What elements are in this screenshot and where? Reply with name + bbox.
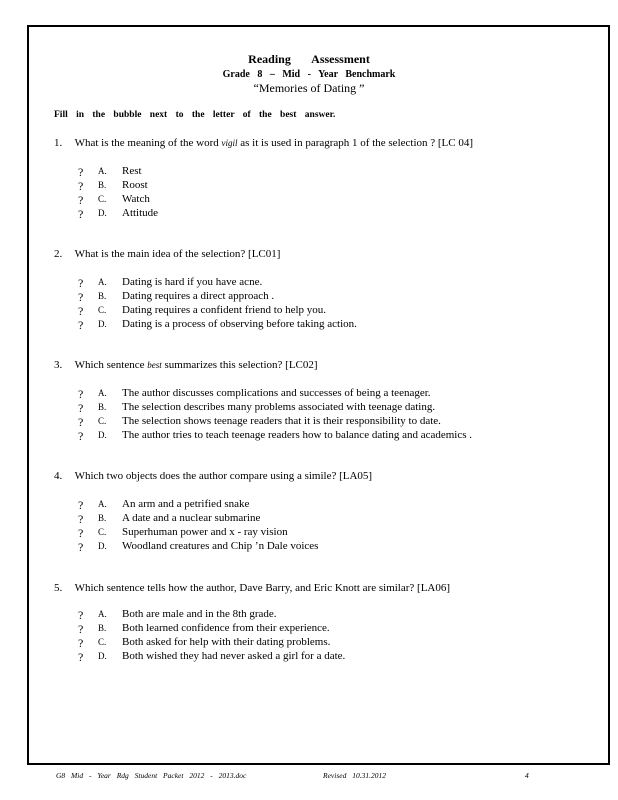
footer-page-number: 4 [525,771,529,780]
option-letter: A. [98,499,107,509]
option-letter: D. [98,208,107,218]
option-text: A date and a nuclear submarine [122,512,261,524]
question-emphasis: best [147,360,162,370]
option-letter: D. [98,651,107,661]
answer-bubble-icon[interactable]: ? [78,429,84,443]
option-letter: B. [98,180,107,190]
option-letter: B. [98,623,107,633]
option-text: The author discusses complications and successes of being a teenager. [122,387,431,399]
option-text: Rest [122,165,142,177]
option-text: Woodland creatures and Chip ’n Dale voices [122,540,319,552]
option-letter: D. [98,430,107,440]
option-letter: A. [98,388,107,398]
answer-bubble-icon[interactable]: ? [78,179,84,193]
answer-bubble-icon[interactable]: ? [78,193,84,207]
answer-bubble-icon[interactable]: ? [78,276,84,290]
answer-bubble-icon[interactable]: ? [78,401,84,415]
answer-bubble-icon[interactable]: ? [78,540,84,554]
footer-revised: Revised 10.31.2012 [323,771,386,780]
option-letter: A. [98,277,107,287]
option-text: Both learned confidence from their experience. [122,622,330,634]
question-text-end: as it is used in paragraph 1 of the selection ? [LC 04] [237,137,474,149]
question-1 [54,137,473,149]
question-number: 5. [54,582,63,594]
answer-bubble-icon[interactable]: ? [78,526,84,540]
option-letter: A. [98,166,107,176]
option-text: An arm and a petrified snake [122,498,250,510]
answer-bubble-icon[interactable]: ? [78,165,84,179]
question-number: 1. [54,137,63,149]
option-letter: B. [98,513,107,523]
option-letter: B. [98,402,107,412]
question-number: 4. [54,470,63,482]
question-5 [54,582,450,594]
question-3 [54,359,318,371]
option-letter: D. [98,319,107,329]
option-text: Attitude [122,207,159,219]
question-text-end: summarizes this selection? [LC02] [161,359,318,371]
instructions: Fill in the bubble next to the letter of the best answer. [54,110,336,120]
answer-bubble-icon[interactable]: ? [78,636,84,650]
answer-bubble-icon[interactable]: ? [78,207,84,221]
question-text: Which sentence [74,359,148,371]
question-emphasis: vigil [221,138,238,148]
question-4 [54,470,372,482]
option-text: Dating requires a direct approach . [122,290,275,302]
answer-bubble-icon[interactable]: ? [78,290,84,304]
option-text: Dating is hard if you have acne. [122,276,263,288]
option-text: Dating is a process of observing before taking action. [122,318,357,330]
option-text: Dating requires a confident friend to help you. [122,304,327,316]
option-letter: C. [98,194,107,204]
option-letter: B. [98,291,107,301]
answer-bubble-icon[interactable]: ? [78,622,84,636]
question-number: 3. [54,359,63,371]
question-text: What is the main idea of the selection? [LC01] [74,248,281,260]
answer-bubble-icon[interactable]: ? [78,387,84,401]
option-text: Roost [122,179,148,191]
option-text: Both are male and in the 8th grade. [122,608,277,620]
option-letter: C. [98,305,107,315]
answer-bubble-icon[interactable]: ? [78,608,84,622]
option-letter: C. [98,637,107,647]
answer-bubble-icon[interactable]: ? [78,318,84,332]
answer-bubble-icon[interactable]: ? [78,498,84,512]
option-letter: A. [98,609,107,619]
footer-filename: G8 Mid - Year Rdg Student Packet 2012 - 2013.doc [56,771,247,780]
question-text: Which sentence tells how the author, Dave Barry, and Eric Knott are similar? [LA06] [74,582,451,594]
question-number: 2. [54,248,63,260]
option-text: Both wished they had never asked a girl for a date. [122,650,346,662]
question-text: What is the meaning of the word [74,137,222,149]
question-2 [54,248,280,260]
option-text: Both asked for help with their dating problems. [122,636,331,648]
page-subtitle: Grade 8 – Mid - Year Benchmark [222,69,396,80]
answer-bubble-icon[interactable]: ? [78,415,84,429]
answer-bubble-icon[interactable]: ? [78,650,84,664]
option-text: The selection describes many problems associated with teenage dating. [122,401,436,413]
page-title: Reading Assessment [248,52,370,66]
option-text: Superhuman power and x - ray vision [122,526,288,538]
story-title: “Memories of Dating ” [253,81,365,95]
question-text: Which two objects does the author compare using a simile? [LA05] [74,470,373,482]
option-text: The selection shows teenage readers that it is their responsibility to date. [122,415,441,427]
answer-bubble-icon[interactable]: ? [78,304,84,318]
option-text: The author tries to teach teenage readers how to balance dating and academics . [122,429,473,441]
option-letter: C. [98,416,107,426]
option-letter: C. [98,527,107,537]
option-letter: D. [98,541,107,551]
option-text: Watch [122,193,150,205]
answer-bubble-icon[interactable]: ? [78,512,84,526]
